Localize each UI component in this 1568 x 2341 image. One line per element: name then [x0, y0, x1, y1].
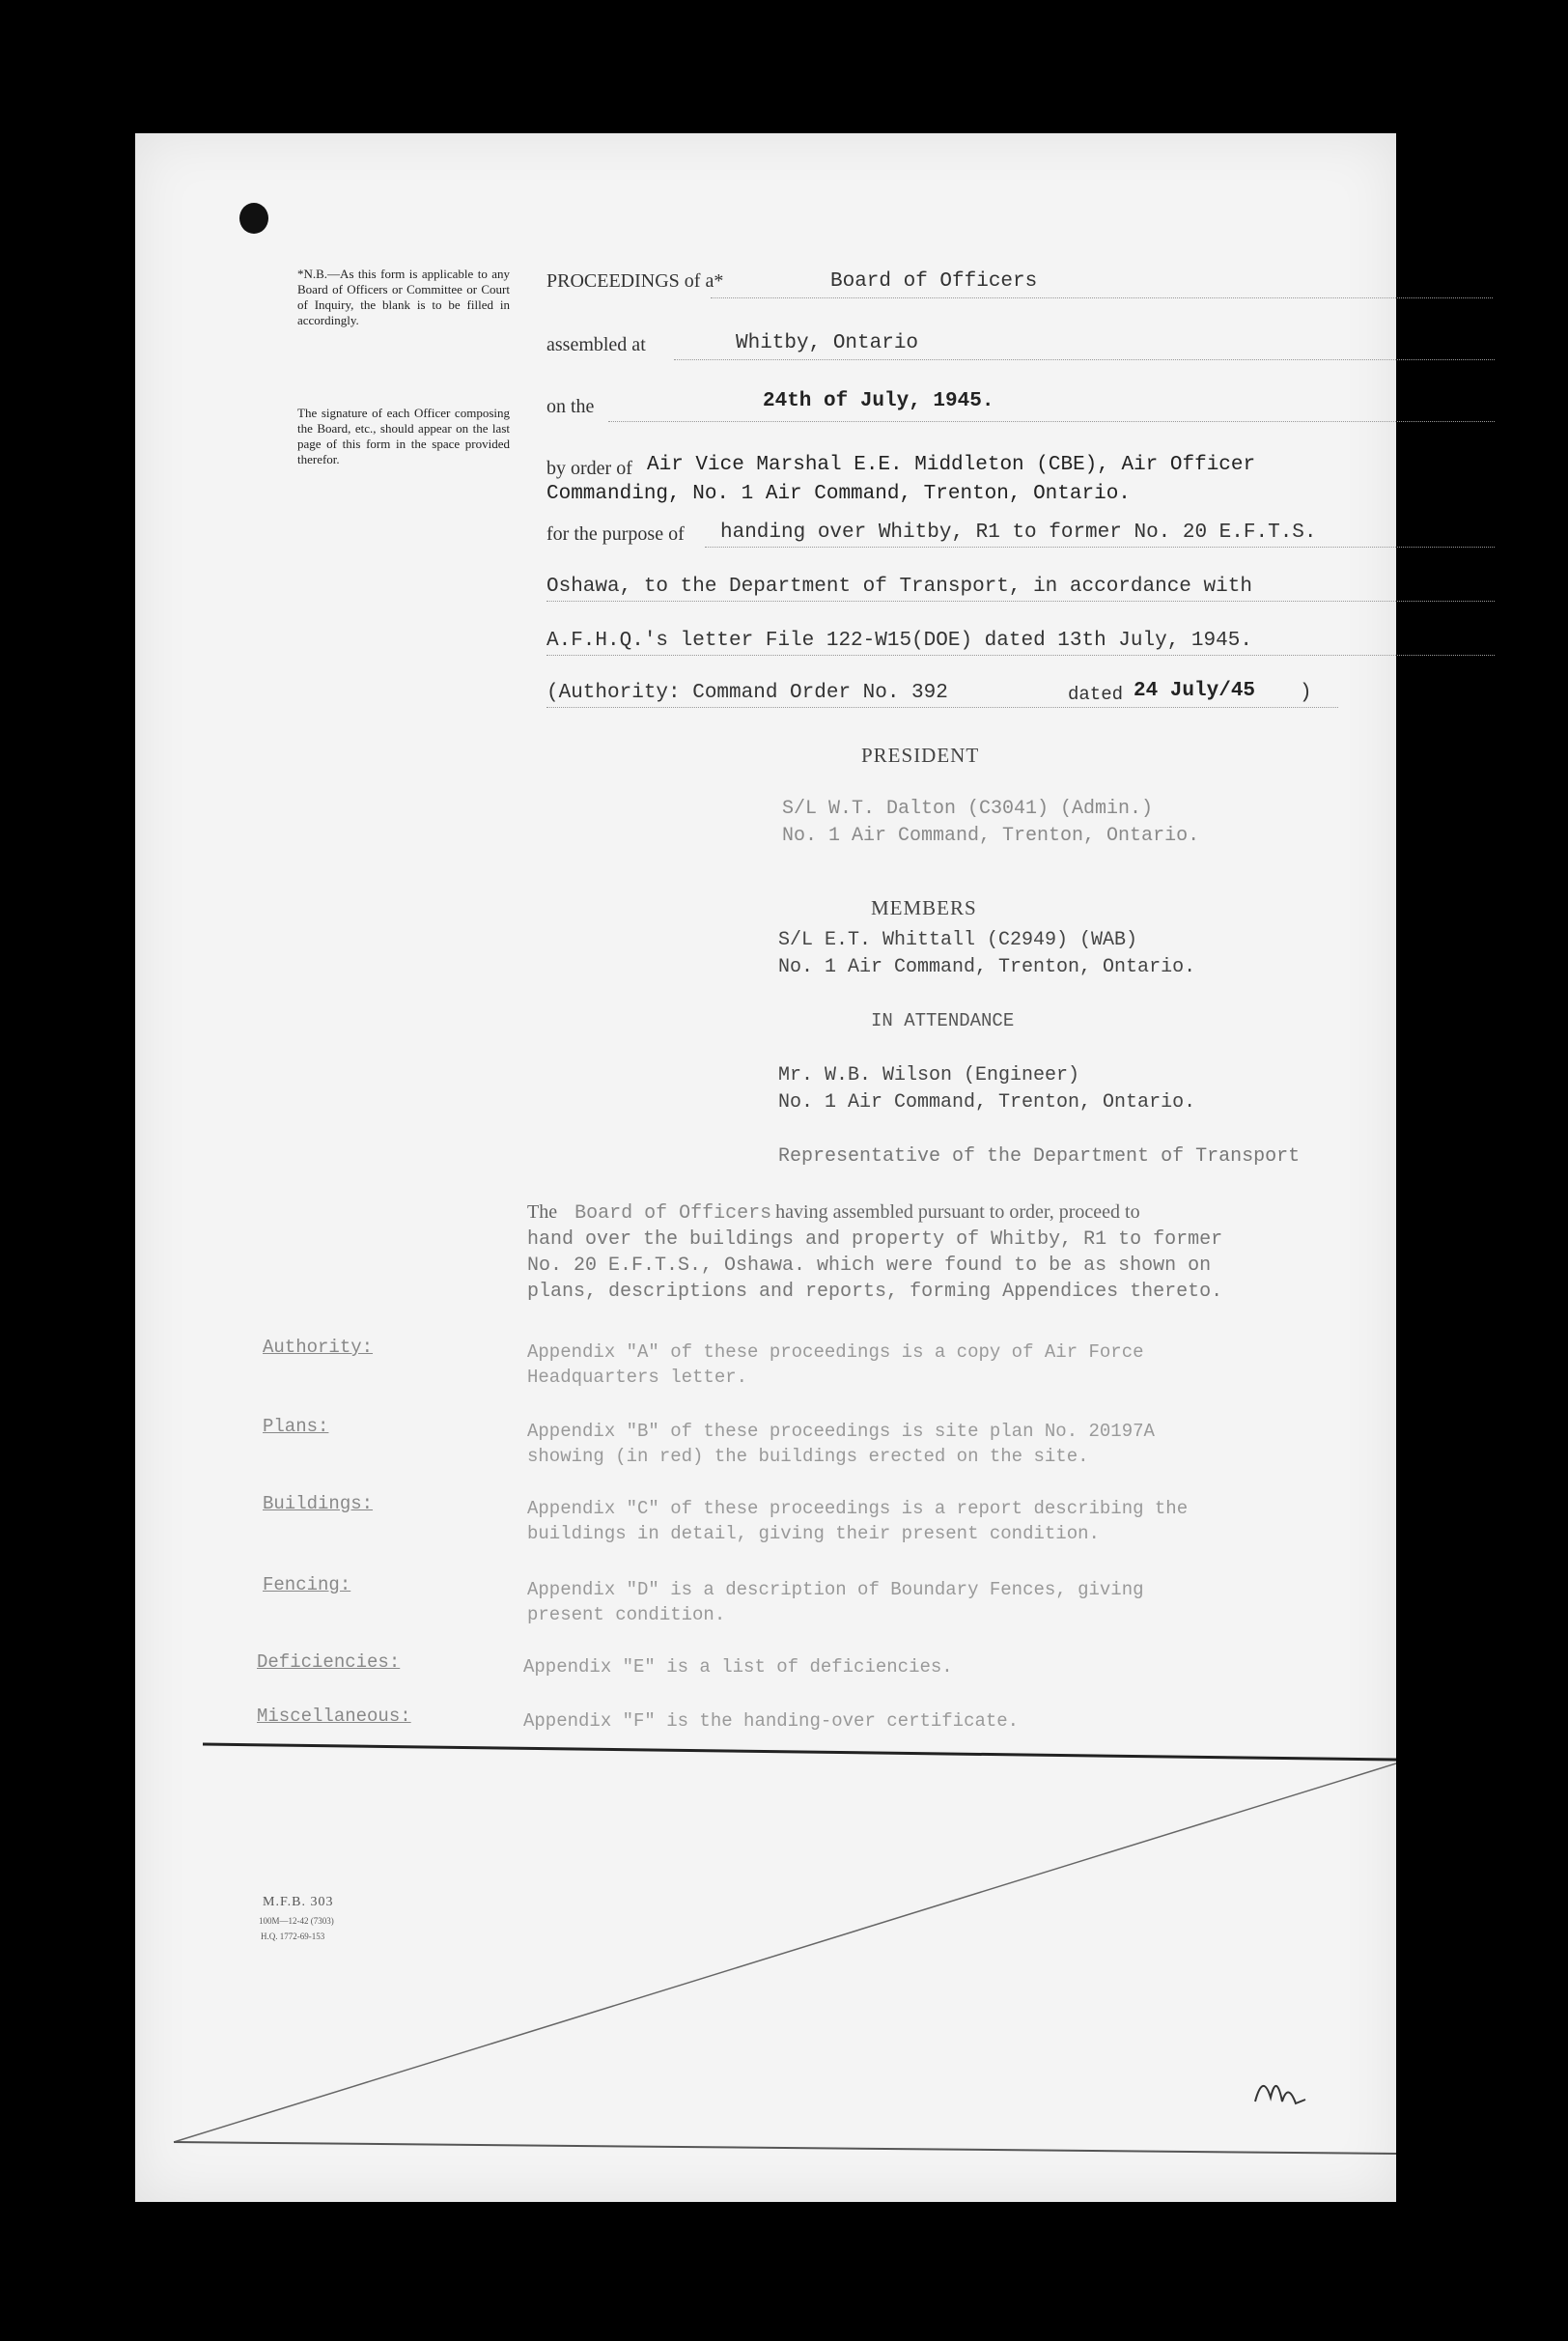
attendance-line-1: Mr. W.B. Wilson (Engineer)	[778, 1064, 1080, 1086]
body-the: The	[527, 1201, 558, 1223]
assembled-value: Whitby, Ontario	[736, 332, 919, 354]
document-page	[135, 133, 1396, 2202]
appendix-text-buildings-2: buildings in detail, giving their present condition.	[527, 1523, 1100, 1544]
members-heading: MEMBERS	[871, 896, 977, 919]
order-value-2: Commanding, No. 1 Air Command, Trenton, Ontario.	[546, 483, 1131, 505]
appendix-text-authority-1: Appendix "A" of these proceedings is a copy of Air Force	[527, 1341, 1144, 1363]
appendix-text-fencing-1: Appendix "D" is a description of Boundary Fences, giving	[527, 1579, 1144, 1600]
appendix-label-authority: Authority:	[263, 1337, 374, 1358]
form-hq-code: H.Q. 1772-69-153	[261, 1932, 325, 1941]
body-line-2: hand over the buildings and property of Whitby, R1 to former	[527, 1228, 1223, 1251]
members-line-2: No. 1 Air Command, Trenton, Ontario.	[778, 956, 1196, 978]
on-label: on the	[546, 396, 595, 417]
proceedings-value: Board of Officers	[830, 270, 1038, 293]
purpose-value-3: A.F.H.Q.'s letter File 122-W15(DOE) dated 13th July, 1945.	[546, 630, 1252, 652]
appendix-label-buildings: Buildings:	[263, 1493, 374, 1514]
cancellation-lines	[135, 133, 1396, 2202]
body-rest-1: having assembled pursuant to order, proceed to	[775, 1201, 1140, 1223]
authority-dated-label: dated	[1068, 684, 1124, 705]
proceedings-label: PROCEEDINGS of a*	[546, 270, 724, 292]
attendance-heading: IN ATTENDANCE	[871, 1010, 1015, 1031]
appendix-text-fencing-2: present condition.	[527, 1604, 726, 1625]
appendix-label-plans: Plans:	[263, 1416, 329, 1437]
authority-date: 24 July/45	[1134, 680, 1256, 702]
president-heading: PRESIDENT	[861, 744, 980, 767]
purpose-label: for the purpose of	[546, 523, 685, 545]
appendix-text-miscellaneous-1: Appendix "F" is the handing-over certificate.	[523, 1710, 1020, 1732]
appendix-text-plans-1: Appendix "B" of these proceedings is site plan No. 20197A	[527, 1421, 1155, 1442]
attendance-line-2: No. 1 Air Command, Trenton, Ontario.	[778, 1091, 1196, 1114]
nb-note: *N.B.—As this form is applicable to any Board of Officers or Committee or Court of Inquiry, the blank is to be filled in accordingly.	[297, 267, 510, 327]
attendance-line-3: Representative of the Department of Transport	[778, 1145, 1301, 1168]
appendix-label-miscellaneous: Miscellaneous:	[257, 1706, 411, 1727]
body-board: Board of Officers	[574, 1202, 772, 1225]
signature-note: The signature of each Officer composing the Board, etc., should appear on the last page of this form in the space provided therefor.	[297, 406, 510, 466]
president-line-1: S/L W.T. Dalton (C3041) (Admin.)	[782, 798, 1154, 820]
president-line-2: No. 1 Air Command, Trenton, Ontario.	[782, 825, 1200, 847]
form-print-code: 100M—12-42 (7303)	[259, 1916, 334, 1926]
order-label: by order of	[546, 458, 632, 479]
appendix-text-deficiencies-1: Appendix "E" is a list of deficiencies.	[523, 1656, 953, 1678]
members-line-1: S/L E.T. Whittall (C2949) (WAB)	[778, 929, 1138, 951]
authority-text: (Authority: Command Order No. 392	[546, 682, 948, 704]
appendix-text-plans-2: showing (in red) the buildings erected on the site.	[527, 1446, 1089, 1467]
assembled-label: assembled at	[546, 334, 646, 355]
authority-close: )	[1300, 682, 1312, 704]
form-number: M.F.B. 303	[263, 1895, 334, 1909]
appendix-text-buildings-1: Appendix "C" of these proceedings is a report describing the	[527, 1498, 1189, 1519]
order-value-1: Air Vice Marshal E.E. Middleton (CBE), Air Officer	[647, 454, 1256, 476]
appendix-text-authority-2: Headquarters letter.	[527, 1367, 748, 1388]
purpose-value-2: Oshawa, to the Department of Transport, in accordance with	[546, 576, 1252, 598]
appendix-label-fencing: Fencing:	[263, 1574, 351, 1595]
purpose-value-1: handing over Whitby, R1 to former No. 20 E.F.T.S.	[720, 522, 1317, 544]
date-value: 24th of July, 1945.	[763, 390, 994, 412]
body-line-3: No. 20 E.F.T.S., Oshawa. which were found to be as shown on	[527, 1255, 1212, 1277]
appendix-label-deficiencies: Deficiencies:	[257, 1651, 401, 1673]
body-line-4: plans, descriptions and reports, forming Appendices thereto.	[527, 1281, 1223, 1303]
